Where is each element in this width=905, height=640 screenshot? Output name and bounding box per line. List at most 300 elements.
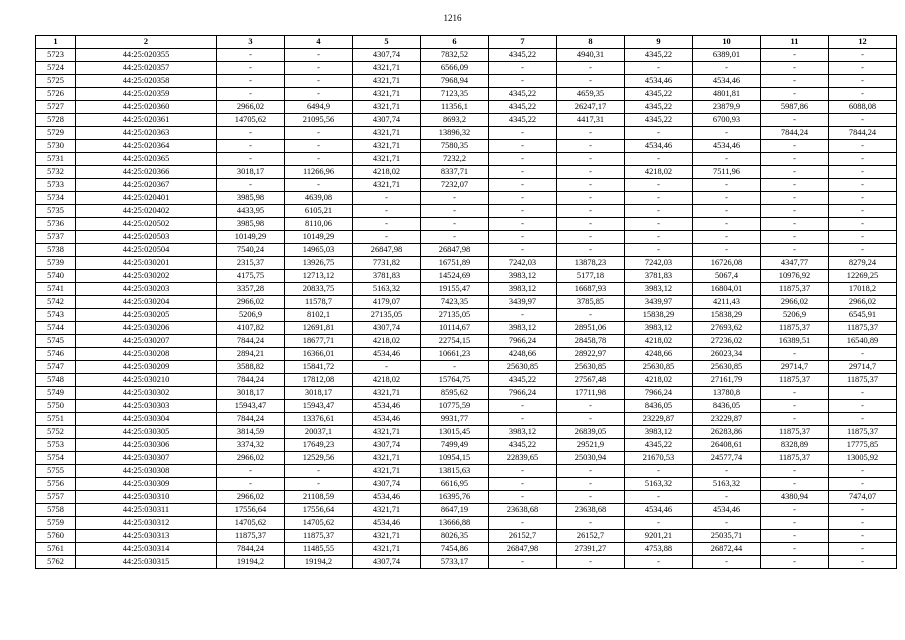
- table-row: [36, 309, 897, 322]
- table-cell: -: [761, 179, 829, 192]
- table-cell: 44:25:030306: [76, 439, 217, 452]
- table-cell: 5725: [36, 75, 76, 88]
- table-cell: 3985,98: [217, 192, 285, 205]
- table-cell: -: [217, 179, 285, 192]
- table-cell: 16540,89: [829, 335, 897, 348]
- table-cell: 26152,7: [557, 530, 625, 543]
- table-cell: 4179,07: [353, 296, 421, 309]
- table-cell: 44:25:030307: [76, 452, 217, 465]
- table-cell: -: [829, 179, 897, 192]
- table-cell: -: [829, 504, 897, 517]
- table-cell: 14524,69: [421, 270, 489, 283]
- table-cell: 44:25:030302: [76, 387, 217, 400]
- table-cell: 44:25:030312: [76, 517, 217, 530]
- table-cell: -: [489, 491, 557, 504]
- table-cell: 3983,12: [625, 322, 693, 335]
- table-cell: 5733,17: [421, 556, 489, 569]
- table-cell: -: [217, 88, 285, 101]
- table-cell: -: [285, 75, 353, 88]
- table-cell: 26847,98: [353, 244, 421, 257]
- table-cell: 27567,48: [557, 374, 625, 387]
- table-cell: -: [217, 478, 285, 491]
- table-cell: 5987,86: [761, 101, 829, 114]
- table-cell: 3018,17: [285, 387, 353, 400]
- table-cell: 14965,03: [285, 244, 353, 257]
- table-cell: 16751,89: [421, 257, 489, 270]
- table-cell: 17775,85: [829, 439, 897, 452]
- table-cell: 44:25:020503: [76, 231, 217, 244]
- table-row: [36, 101, 897, 114]
- table-cell: -: [829, 348, 897, 361]
- table-cell: 4345,22: [489, 374, 557, 387]
- table-cell: 6494,9: [285, 101, 353, 114]
- table-cell: 27693,62: [693, 322, 761, 335]
- table-cell: 23638,68: [489, 504, 557, 517]
- table-cell: -: [285, 140, 353, 153]
- table-cell: 5741: [36, 283, 76, 296]
- table-cell: -: [625, 556, 693, 569]
- table-cell: 4345,22: [489, 439, 557, 452]
- table-cell: -: [693, 556, 761, 569]
- table-cell: 14705,62: [285, 517, 353, 530]
- table-cell: -: [557, 166, 625, 179]
- table-cell: -: [421, 192, 489, 205]
- table-cell: -: [829, 218, 897, 231]
- table-cell: 4753,88: [625, 543, 693, 556]
- table-cell: 26408,61: [693, 439, 761, 452]
- table-cell: 4321,71: [353, 75, 421, 88]
- table-cell: 4801,81: [693, 88, 761, 101]
- table-cell: 10149,29: [217, 231, 285, 244]
- table-cell: -: [761, 75, 829, 88]
- table-cell: 20037,1: [285, 426, 353, 439]
- table-cell: 5759: [36, 517, 76, 530]
- table-cell: -: [557, 244, 625, 257]
- table-cell: 13376,61: [285, 413, 353, 426]
- table-cell: -: [489, 309, 557, 322]
- table-row: [36, 452, 897, 465]
- table-cell: -: [829, 244, 897, 257]
- table-cell: -: [625, 465, 693, 478]
- table-cell: -: [625, 153, 693, 166]
- table-cell: 44:25:030206: [76, 322, 217, 335]
- table-cell: 6088,08: [829, 101, 897, 114]
- table-cell: 23229,87: [693, 413, 761, 426]
- table-cell: -: [829, 543, 897, 556]
- table-cell: -: [217, 49, 285, 62]
- table-cell: 3439,97: [625, 296, 693, 309]
- table-cell: -: [693, 179, 761, 192]
- table-cell: -: [557, 517, 625, 530]
- table-cell: 7232,07: [421, 179, 489, 192]
- table-cell: 15841,72: [285, 361, 353, 374]
- table-cell: 10954,15: [421, 452, 489, 465]
- table-cell: 5732: [36, 166, 76, 179]
- table-cell: 4345,22: [489, 49, 557, 62]
- table-cell: -: [489, 140, 557, 153]
- table-cell: 5067,4: [693, 270, 761, 283]
- table-cell: 5752: [36, 426, 76, 439]
- table-cell: 3785,85: [557, 296, 625, 309]
- table-cell: 4307,74: [353, 114, 421, 127]
- table-cell: 5731: [36, 153, 76, 166]
- table-cell: 5751: [36, 413, 76, 426]
- table-cell: -: [829, 192, 897, 205]
- table-cell: -: [693, 218, 761, 231]
- table-cell: -: [829, 478, 897, 491]
- table-cell: 5740: [36, 270, 76, 283]
- table-cell: 3374,32: [217, 439, 285, 452]
- table-row: [36, 218, 897, 231]
- table-cell: -: [829, 556, 897, 569]
- table-cell: 5756: [36, 478, 76, 491]
- table-cell: 11578,7: [285, 296, 353, 309]
- table-cell: 19194,2: [285, 556, 353, 569]
- table-cell: 8110,06: [285, 218, 353, 231]
- table-cell: 7832,52: [421, 49, 489, 62]
- table-cell: 23229,87: [625, 413, 693, 426]
- table-cell: 17556,64: [217, 504, 285, 517]
- table-row: [36, 400, 897, 413]
- table-cell: 11875,37: [761, 426, 829, 439]
- table-cell: 5747: [36, 361, 76, 374]
- table-cell: 5742: [36, 296, 76, 309]
- table-cell: 4534,46: [693, 140, 761, 153]
- table-cell: 25030,94: [557, 452, 625, 465]
- table-cell: 5733: [36, 179, 76, 192]
- table-cell: 4307,74: [353, 439, 421, 452]
- table-cell: 3983,12: [489, 426, 557, 439]
- table-cell: 7242,03: [489, 257, 557, 270]
- table-cell: 5743: [36, 309, 76, 322]
- table-cell: -: [625, 491, 693, 504]
- table-cell: -: [421, 218, 489, 231]
- table-cell: -: [285, 465, 353, 478]
- table-cell: 28458,78: [557, 335, 625, 348]
- table-cell: 27161,79: [693, 374, 761, 387]
- table-cell: -: [761, 153, 829, 166]
- table-cell: -: [557, 153, 625, 166]
- table-cell: -: [557, 309, 625, 322]
- table-cell: 26152,7: [489, 530, 557, 543]
- table-cell: 5736: [36, 218, 76, 231]
- table-cell: -: [353, 218, 421, 231]
- table-cell: 2966,02: [829, 296, 897, 309]
- table-cell: 7474,07: [829, 491, 897, 504]
- table-cell: 5177,18: [557, 270, 625, 283]
- table-cell: 4321,71: [353, 530, 421, 543]
- column-header: 5: [353, 36, 421, 49]
- data-table-container: [35, 35, 897, 569]
- table-cell: -: [761, 231, 829, 244]
- table-cell: 44:25:030311: [76, 504, 217, 517]
- table-cell: 29714,7: [761, 361, 829, 374]
- table-cell: -: [217, 75, 285, 88]
- table-cell: -: [829, 517, 897, 530]
- table-cell: 44:25:030207: [76, 335, 217, 348]
- table-cell: 2966,02: [217, 101, 285, 114]
- table-cell: 5757: [36, 491, 76, 504]
- table-cell: 2966,02: [217, 491, 285, 504]
- table-cell: 4417,31: [557, 114, 625, 127]
- table-cell: 6545,91: [829, 309, 897, 322]
- table-cell: 13926,75: [285, 257, 353, 270]
- table-cell: -: [557, 192, 625, 205]
- table-cell: -: [489, 231, 557, 244]
- table-cell: 16389,51: [761, 335, 829, 348]
- table-cell: 44:25:020363: [76, 127, 217, 140]
- table-cell: 13896,32: [421, 127, 489, 140]
- table-cell: 4307,74: [353, 322, 421, 335]
- table-cell: 44:25:030304: [76, 413, 217, 426]
- table-cell: 27135,05: [353, 309, 421, 322]
- table-cell: -: [761, 49, 829, 62]
- table-cell: 21095,56: [285, 114, 353, 127]
- table-cell: -: [761, 504, 829, 517]
- table-cell: 13878,23: [557, 257, 625, 270]
- table-cell: 5723: [36, 49, 76, 62]
- table-cell: 5744: [36, 322, 76, 335]
- table-cell: 5163,32: [625, 478, 693, 491]
- table-cell: 8328,89: [761, 439, 829, 452]
- table-cell: 4321,71: [353, 504, 421, 517]
- table-cell: 16804,01: [693, 283, 761, 296]
- table-cell: 23879,9: [693, 101, 761, 114]
- table-cell: 5727: [36, 101, 76, 114]
- table-cell: 12691,81: [285, 322, 353, 335]
- table-cell: 3439,97: [489, 296, 557, 309]
- table-cell: 5726: [36, 88, 76, 101]
- table-cell: -: [761, 556, 829, 569]
- table-cell: 44:25:030314: [76, 543, 217, 556]
- table-cell: -: [489, 192, 557, 205]
- table-cell: -: [217, 140, 285, 153]
- table-row: [36, 127, 897, 140]
- table-cell: 4345,22: [489, 114, 557, 127]
- table-cell: 26283,86: [693, 426, 761, 439]
- table-cell: -: [217, 153, 285, 166]
- table-cell: 11875,37: [285, 530, 353, 543]
- table-cell: 7123,35: [421, 88, 489, 101]
- table-cell: -: [625, 231, 693, 244]
- table-cell: 4345,22: [625, 49, 693, 62]
- table-cell: -: [761, 413, 829, 426]
- table-cell: 7844,24: [829, 127, 897, 140]
- table-cell: -: [625, 205, 693, 218]
- table-cell: 5163,32: [693, 478, 761, 491]
- table-cell: 5739: [36, 257, 76, 270]
- table-cell: 6105,21: [285, 205, 353, 218]
- table-cell: 4534,46: [353, 400, 421, 413]
- column-header: 10: [693, 36, 761, 49]
- table-cell: 4321,71: [353, 153, 421, 166]
- table-cell: -: [489, 75, 557, 88]
- table-cell: -: [761, 218, 829, 231]
- table-cell: 28922,97: [557, 348, 625, 361]
- table-cell: -: [285, 88, 353, 101]
- table-row: [36, 517, 897, 530]
- table-cell: 19194,2: [217, 556, 285, 569]
- table-cell: 44:25:030309: [76, 478, 217, 491]
- table-cell: 44:25:030208: [76, 348, 217, 361]
- table-cell: 4321,71: [353, 88, 421, 101]
- table-cell: 4534,46: [353, 491, 421, 504]
- table-cell: -: [761, 140, 829, 153]
- table-cell: -: [421, 361, 489, 374]
- table-cell: 5755: [36, 465, 76, 478]
- table-cell: 5754: [36, 452, 76, 465]
- table-cell: 13005,92: [829, 452, 897, 465]
- table-cell: 4307,74: [353, 478, 421, 491]
- table-cell: 4321,71: [353, 127, 421, 140]
- table-cell: 2894,21: [217, 348, 285, 361]
- table-cell: 7511,96: [693, 166, 761, 179]
- table-cell: 10149,29: [285, 231, 353, 244]
- table-cell: 5737: [36, 231, 76, 244]
- table-cell: 4321,71: [353, 62, 421, 75]
- table-row: [36, 491, 897, 504]
- table-cell: 4345,22: [625, 88, 693, 101]
- table-cell: 11875,37: [761, 322, 829, 335]
- table-cell: 10114,67: [421, 322, 489, 335]
- table-cell: -: [557, 140, 625, 153]
- table-row: [36, 270, 897, 283]
- table-cell: -: [829, 413, 897, 426]
- column-header: 4: [285, 36, 353, 49]
- table-cell: 7844,24: [217, 374, 285, 387]
- table-cell: -: [761, 530, 829, 543]
- table-cell: 8102,1: [285, 309, 353, 322]
- table-cell: -: [693, 62, 761, 75]
- table-row: [36, 114, 897, 127]
- table-row: [36, 322, 897, 335]
- table-row: [36, 387, 897, 400]
- table-cell: 9931,77: [421, 413, 489, 426]
- column-header: 2: [76, 36, 217, 49]
- table-cell: 3588,82: [217, 361, 285, 374]
- table-cell: -: [761, 192, 829, 205]
- table-cell: -: [557, 75, 625, 88]
- table-cell: 26847,98: [489, 543, 557, 556]
- table-row: [36, 283, 897, 296]
- table-cell: 15838,29: [693, 309, 761, 322]
- table-cell: 6389,01: [693, 49, 761, 62]
- table-cell: 5745: [36, 335, 76, 348]
- column-header: 3: [217, 36, 285, 49]
- table-cell: 4380,94: [761, 491, 829, 504]
- table-cell: -: [829, 62, 897, 75]
- table-cell: -: [693, 517, 761, 530]
- table-cell: 6566,09: [421, 62, 489, 75]
- table-cell: -: [489, 218, 557, 231]
- table-cell: 5729: [36, 127, 76, 140]
- table-cell: 4321,71: [353, 179, 421, 192]
- table-cell: 44:25:030310: [76, 491, 217, 504]
- table-cell: -: [829, 400, 897, 413]
- table-cell: 17018,2: [829, 283, 897, 296]
- table-cell: -: [489, 127, 557, 140]
- table-cell: -: [625, 127, 693, 140]
- table-cell: 10661,23: [421, 348, 489, 361]
- table-cell: -: [829, 166, 897, 179]
- table-cell: -: [693, 127, 761, 140]
- table-cell: 8026,35: [421, 530, 489, 543]
- table-cell: 8647,19: [421, 504, 489, 517]
- table-cell: 7966,24: [489, 335, 557, 348]
- table-cell: 4218,02: [353, 335, 421, 348]
- table-cell: 5758: [36, 504, 76, 517]
- table-cell: -: [489, 205, 557, 218]
- table-row: [36, 335, 897, 348]
- table-cell: -: [693, 153, 761, 166]
- table-cell: 21670,53: [625, 452, 693, 465]
- table-cell: 44:25:020365: [76, 153, 217, 166]
- table-cell: -: [625, 192, 693, 205]
- table-row: [36, 478, 897, 491]
- table-cell: -: [285, 49, 353, 62]
- table-cell: 4218,02: [625, 166, 693, 179]
- column-header: 6: [421, 36, 489, 49]
- table-cell: 26839,05: [557, 426, 625, 439]
- table-cell: 4321,71: [353, 101, 421, 114]
- table-cell: -: [557, 62, 625, 75]
- table-cell: 8595,62: [421, 387, 489, 400]
- table-cell: -: [761, 114, 829, 127]
- table-cell: 5734: [36, 192, 76, 205]
- table-cell: 7580,35: [421, 140, 489, 153]
- table-cell: 3781,83: [353, 270, 421, 283]
- table-cell: 26872,44: [693, 543, 761, 556]
- table-cell: -: [829, 231, 897, 244]
- table-row: [36, 192, 897, 205]
- table-cell: 10775,59: [421, 400, 489, 413]
- table-cell: 7232,2: [421, 153, 489, 166]
- table-cell: 4218,02: [353, 374, 421, 387]
- table-cell: -: [693, 192, 761, 205]
- table-cell: -: [557, 491, 625, 504]
- table-cell: 3983,12: [625, 283, 693, 296]
- table-cell: 25630,85: [625, 361, 693, 374]
- table-cell: 3983,12: [489, 322, 557, 335]
- table-cell: -: [217, 62, 285, 75]
- table-cell: 7423,35: [421, 296, 489, 309]
- table-cell: -: [761, 400, 829, 413]
- table-cell: -: [285, 179, 353, 192]
- table-cell: 7844,24: [761, 127, 829, 140]
- table-cell: -: [761, 543, 829, 556]
- data-table: [35, 35, 897, 569]
- table-cell: -: [285, 153, 353, 166]
- table-cell: 29714,7: [829, 361, 897, 374]
- table-cell: -: [625, 218, 693, 231]
- table-cell: 11875,37: [829, 322, 897, 335]
- table-row: [36, 296, 897, 309]
- table-cell: 11485,55: [285, 543, 353, 556]
- table-cell: -: [421, 205, 489, 218]
- table-cell: 4218,02: [625, 374, 693, 387]
- table-cell: -: [829, 114, 897, 127]
- table-cell: -: [693, 465, 761, 478]
- table-cell: 4534,46: [353, 517, 421, 530]
- table-cell: -: [489, 62, 557, 75]
- table-cell: 7540,24: [217, 244, 285, 257]
- table-row: [36, 49, 897, 62]
- column-header: 11: [761, 36, 829, 49]
- table-cell: -: [285, 62, 353, 75]
- table-cell: 44:25:030210: [76, 374, 217, 387]
- table-cell: -: [353, 192, 421, 205]
- table-body: [36, 49, 897, 569]
